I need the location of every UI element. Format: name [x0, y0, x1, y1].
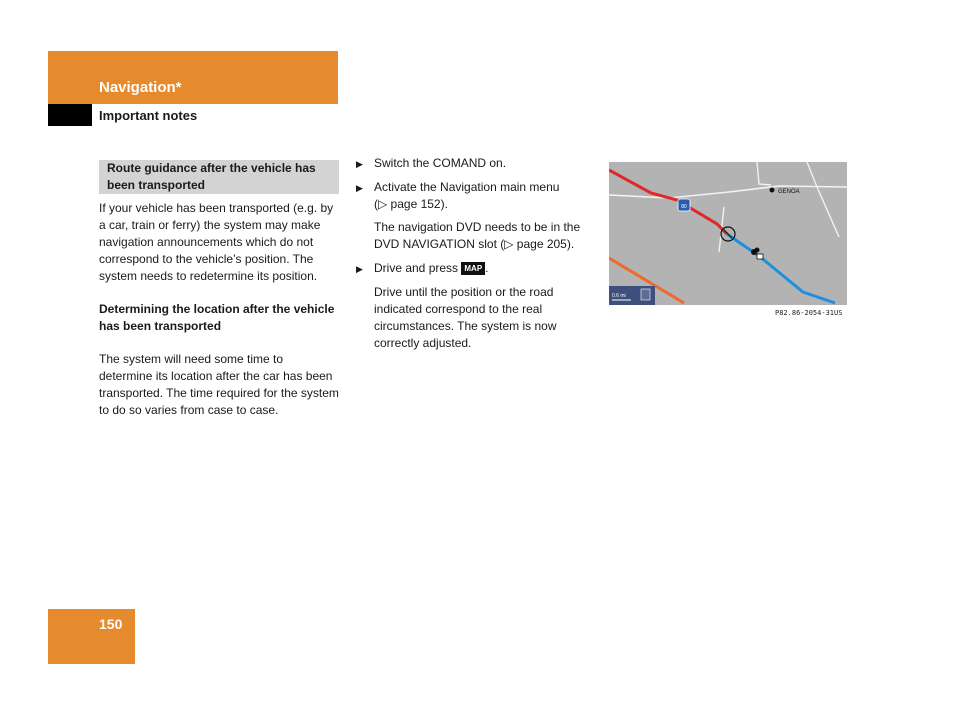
highway-shield-number: 80 [681, 204, 687, 210]
paragraph-transported: If your vehicle has been transported (e.g. by a car, train or ferry) the system may make navigation announcements which do not correspond to the vehicle’s position. The system needs to redetermine its position. [99, 201, 334, 283]
step-text: Switch the COMAND on. [374, 156, 507, 170]
note-drive: Drive until the position or the road indicated correspond to the real circumstances. The system is now correctly adjusted. [374, 285, 557, 350]
navigation-map-screenshot [609, 162, 847, 305]
map-mode-icon [641, 289, 650, 300]
box-heading: Route guidance after the vehicle has been transported [99, 160, 339, 194]
bullet-arrow-icon: ▶ [356, 183, 363, 193]
step-text [374, 260, 489, 278]
step-press-map [356, 260, 596, 278]
left-column [99, 160, 339, 435]
step-switch-on [356, 155, 596, 173]
bullet-arrow-icon: ▶ [356, 159, 363, 169]
step-text-line: Activate the Navigation main menu [374, 180, 560, 194]
step-text-prefix: Drive and press [374, 261, 459, 275]
scale-label: 0.6 mi [612, 293, 626, 299]
place-dot-icon [770, 188, 775, 193]
page-reference: (▷ page 152). [374, 197, 448, 211]
note-dvd: The navigation DVD needs to be in the DVD NAVIGATION slot (▷ page 205). [374, 220, 581, 251]
chapter-title: Navigation* [99, 79, 182, 96]
section-title: Important notes [99, 108, 198, 123]
step-text-suffix: . [485, 261, 489, 275]
page-number: 150 [99, 616, 123, 632]
right-column [356, 155, 596, 359]
figure-caption: P82.86-2054-31US [775, 309, 843, 317]
paragraph-time-required: The system will need some time to determine its location after the car has been transported. The time required for the system to do so varies from case to case. [99, 352, 339, 417]
place-label: GENOA [778, 189, 800, 195]
step-activate-menu [356, 179, 596, 213]
bullet-arrow-icon: ▶ [356, 264, 363, 274]
section-tab-marker [48, 104, 92, 126]
step-text [374, 179, 559, 213]
header-bar [48, 51, 338, 104]
map-key-icon: MAP [461, 262, 485, 275]
subheading-determining-location: Determining the location after the vehicle has been transported [99, 302, 335, 333]
